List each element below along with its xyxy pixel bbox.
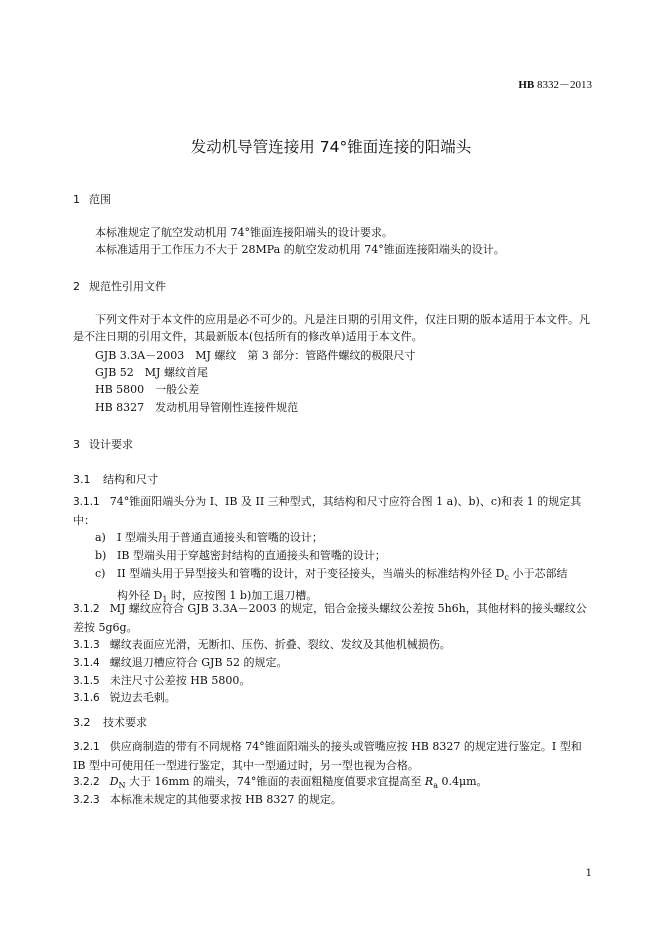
clause-3-1-2: 3.1.2 MJ 螺纹应符合 GJB 3.3A－2003 的规定，铝合金接头螺纹公差按 5h6h，其他材料的接头螺纹公差按 5g6g。: [73, 602, 587, 634]
section-3-heading: 3 设计要求: [73, 438, 133, 451]
page-title: 发动机导管连接用 74°锥面连接的阳端头: [190, 138, 472, 156]
list-item-a: a) I 型端头用于普通直通接头和管嘴的设计；: [95, 531, 323, 544]
clause-3-2-1: 3.2.1 供应商制造的带有不同规格 74°锥面阳端头的接头或管嘴应按 HB 8327 的规定进行鉴定。I 型和 IB 型中可使用任一型进行鉴定，其中一型通过时，另一型也视为合格。: [73, 740, 582, 772]
section-2-heading: 2 规范性引用文件: [73, 280, 166, 293]
clause-3-1-5: 3.1.5 未注尺寸公差按 HB 5800。: [73, 674, 251, 687]
references-intro: 下列文件对于本文件的应用是必不可少的。凡是注日期的引用文件，仅注日期的版本适用于本文件。凡是不注日期的引用文件，其最新版本(包括所有的修改单)适用于本文件。: [73, 313, 590, 343]
reference-item: HB 8327 发动机用导管刚性连接件规范: [95, 401, 299, 414]
clause-3-2-2: 3.2.2 $D_N$ 大于 16mm 的端头，74°锥面的表面粗糙度值要求宜提高至 $R_a$ 0.4μm。: [73, 775, 488, 791]
reference-item: GJB 3.3A－2003 MJ 螺纹 第 3 部分：管路件螺纹的极限尺寸: [95, 349, 416, 362]
clause-3-1-4: 3.1.4 螺纹退刀槽应符合 GJB 52 的规定。: [73, 656, 288, 669]
clause-3-1-3: 3.1.3 螺纹表面应光滑，无断扣、压伤、折叠、裂纹、发纹及其他机械损伤。: [73, 638, 451, 651]
clause-3-1-1: 3.1.1 74°锥面阳端头分为 I、IB 及 II 三种型式，其结构和尺寸应符合图 1 a)、b)、c)和表 1 的规定其中：: [73, 495, 582, 527]
page-number: 1: [585, 868, 592, 879]
section-1-heading: 1 范围: [73, 193, 111, 206]
list-item-c: c) II 型端头用于异型接头和管嘴的设计，对于变径接头，当端头的标准结构外径 $D_c$ 小于芯部结 构外径 $D_1$ 时，应按图 1 b)加工退刀槽。: [95, 567, 568, 604]
clause-3-2-3: 3.2.3 本标准未规定的其他要求按 HB 8327 的规定。: [73, 793, 342, 806]
list-item-b: b) IB 型端头用于穿越密封结构的直通接头和管嘴的设计；: [95, 549, 386, 562]
section-3-1-heading: 3.1 结构和尺寸: [73, 473, 158, 486]
scope-paragraph-1: 本标准规定了航空发动机用 74°锥面连接阳端头的设计要求。: [95, 226, 393, 239]
reference-item: HB 5800 一般公差: [95, 383, 200, 396]
clause-3-1-6: 3.1.6 锐边去毛刺。: [73, 691, 176, 704]
standard-code: HB 8332－2013: [518, 79, 592, 91]
section-3-2-heading: 3.2 技术要求: [73, 716, 147, 729]
scope-paragraph-2: 本标准适用于工作压力不大于 28MPa 的航空发动机用 74°锥面连接阳端头的设计。: [95, 243, 505, 256]
reference-item: GJB 52 MJ 螺纹首尾: [95, 366, 208, 379]
